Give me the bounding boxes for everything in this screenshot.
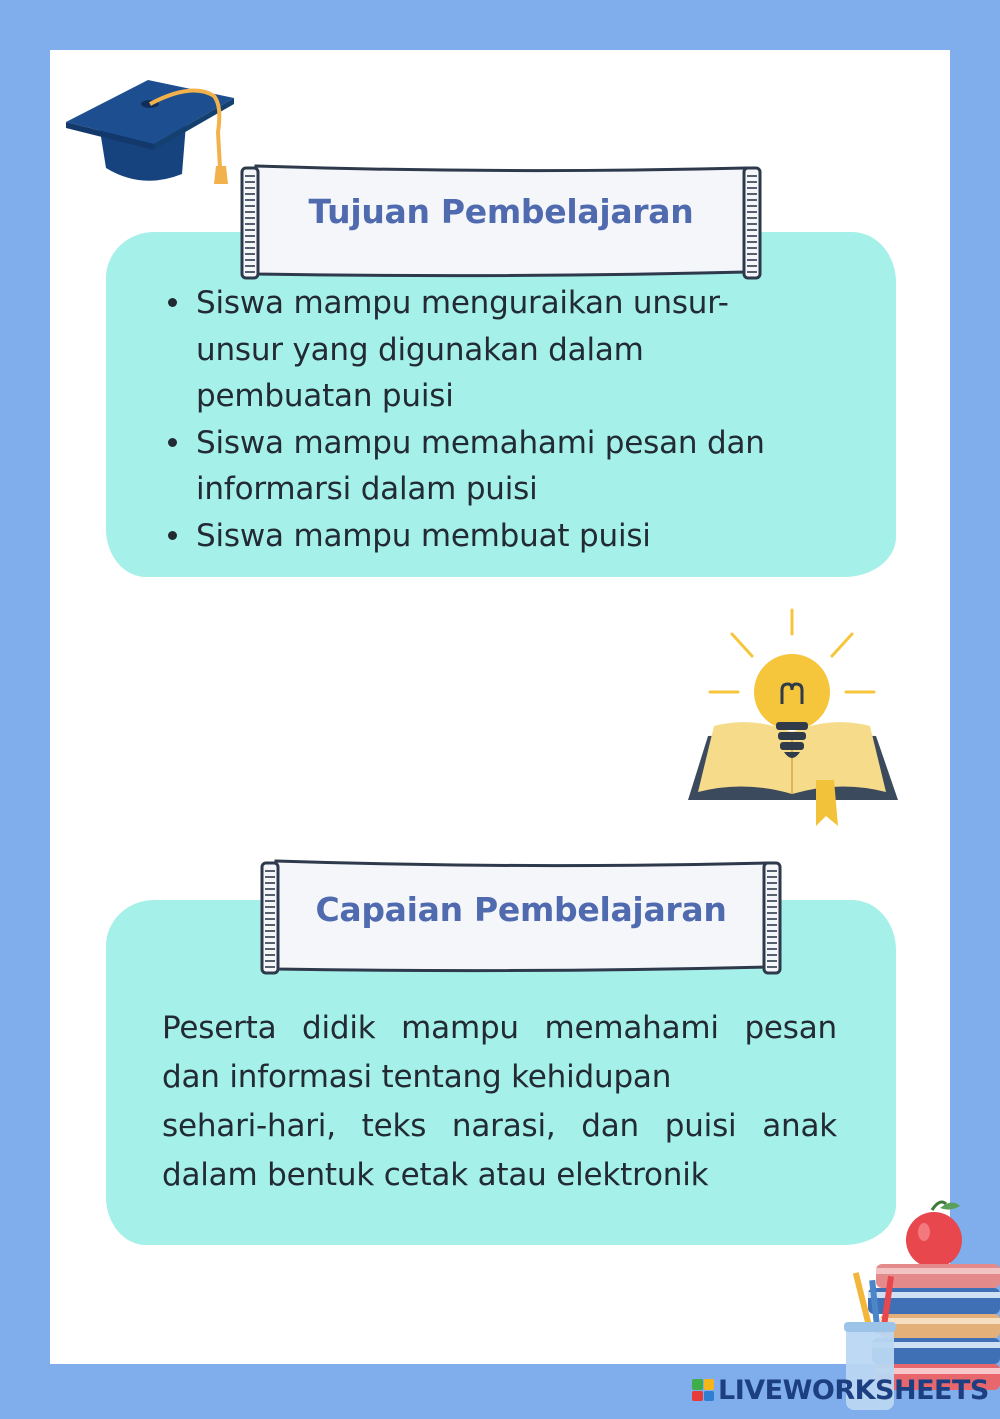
list-item-line: Siswa mampu menguraikan unsur- [196, 285, 729, 321]
capaian-title: Capaian Pembelajaran [315, 890, 727, 929]
lightbulb-book-icon [680, 604, 905, 834]
liveworksheets-watermark [692, 1374, 989, 1406]
list-item-line: pembuatan puisi [196, 378, 454, 414]
paragraph-line: dalam bentuk cetak atau elektronik [162, 1157, 709, 1193]
list-item [162, 420, 802, 513]
tujuan-list [162, 280, 802, 559]
tujuan-banner [236, 160, 766, 282]
list-item-line: Siswa mampu membuat puisi [196, 517, 651, 554]
liveworksheets-logo-icon [692, 1379, 714, 1401]
watermark-text: LIVEWORKSHEETS [718, 1374, 989, 1406]
list-item-line: Siswa mampu memahami pesan dan [196, 424, 765, 461]
list-item-line: informarsi dalam puisi [196, 471, 538, 507]
list-item [162, 513, 802, 560]
paragraph-line: Peserta didik mampu memahami pesan [162, 1010, 837, 1046]
list-item [162, 280, 802, 420]
tujuan-title: Tujuan Pembelajaran [308, 192, 694, 231]
paragraph-line: dan informasi tentang kehidupan [162, 1059, 672, 1095]
graduation-cap-icon [62, 72, 242, 195]
capaian-paragraph [162, 1004, 837, 1200]
capaian-banner [256, 855, 786, 977]
paragraph-line: sehari-hari, teks narasi, dan puisi anak [162, 1108, 837, 1144]
list-item-line: unsur yang digunakan dalam [196, 331, 644, 368]
